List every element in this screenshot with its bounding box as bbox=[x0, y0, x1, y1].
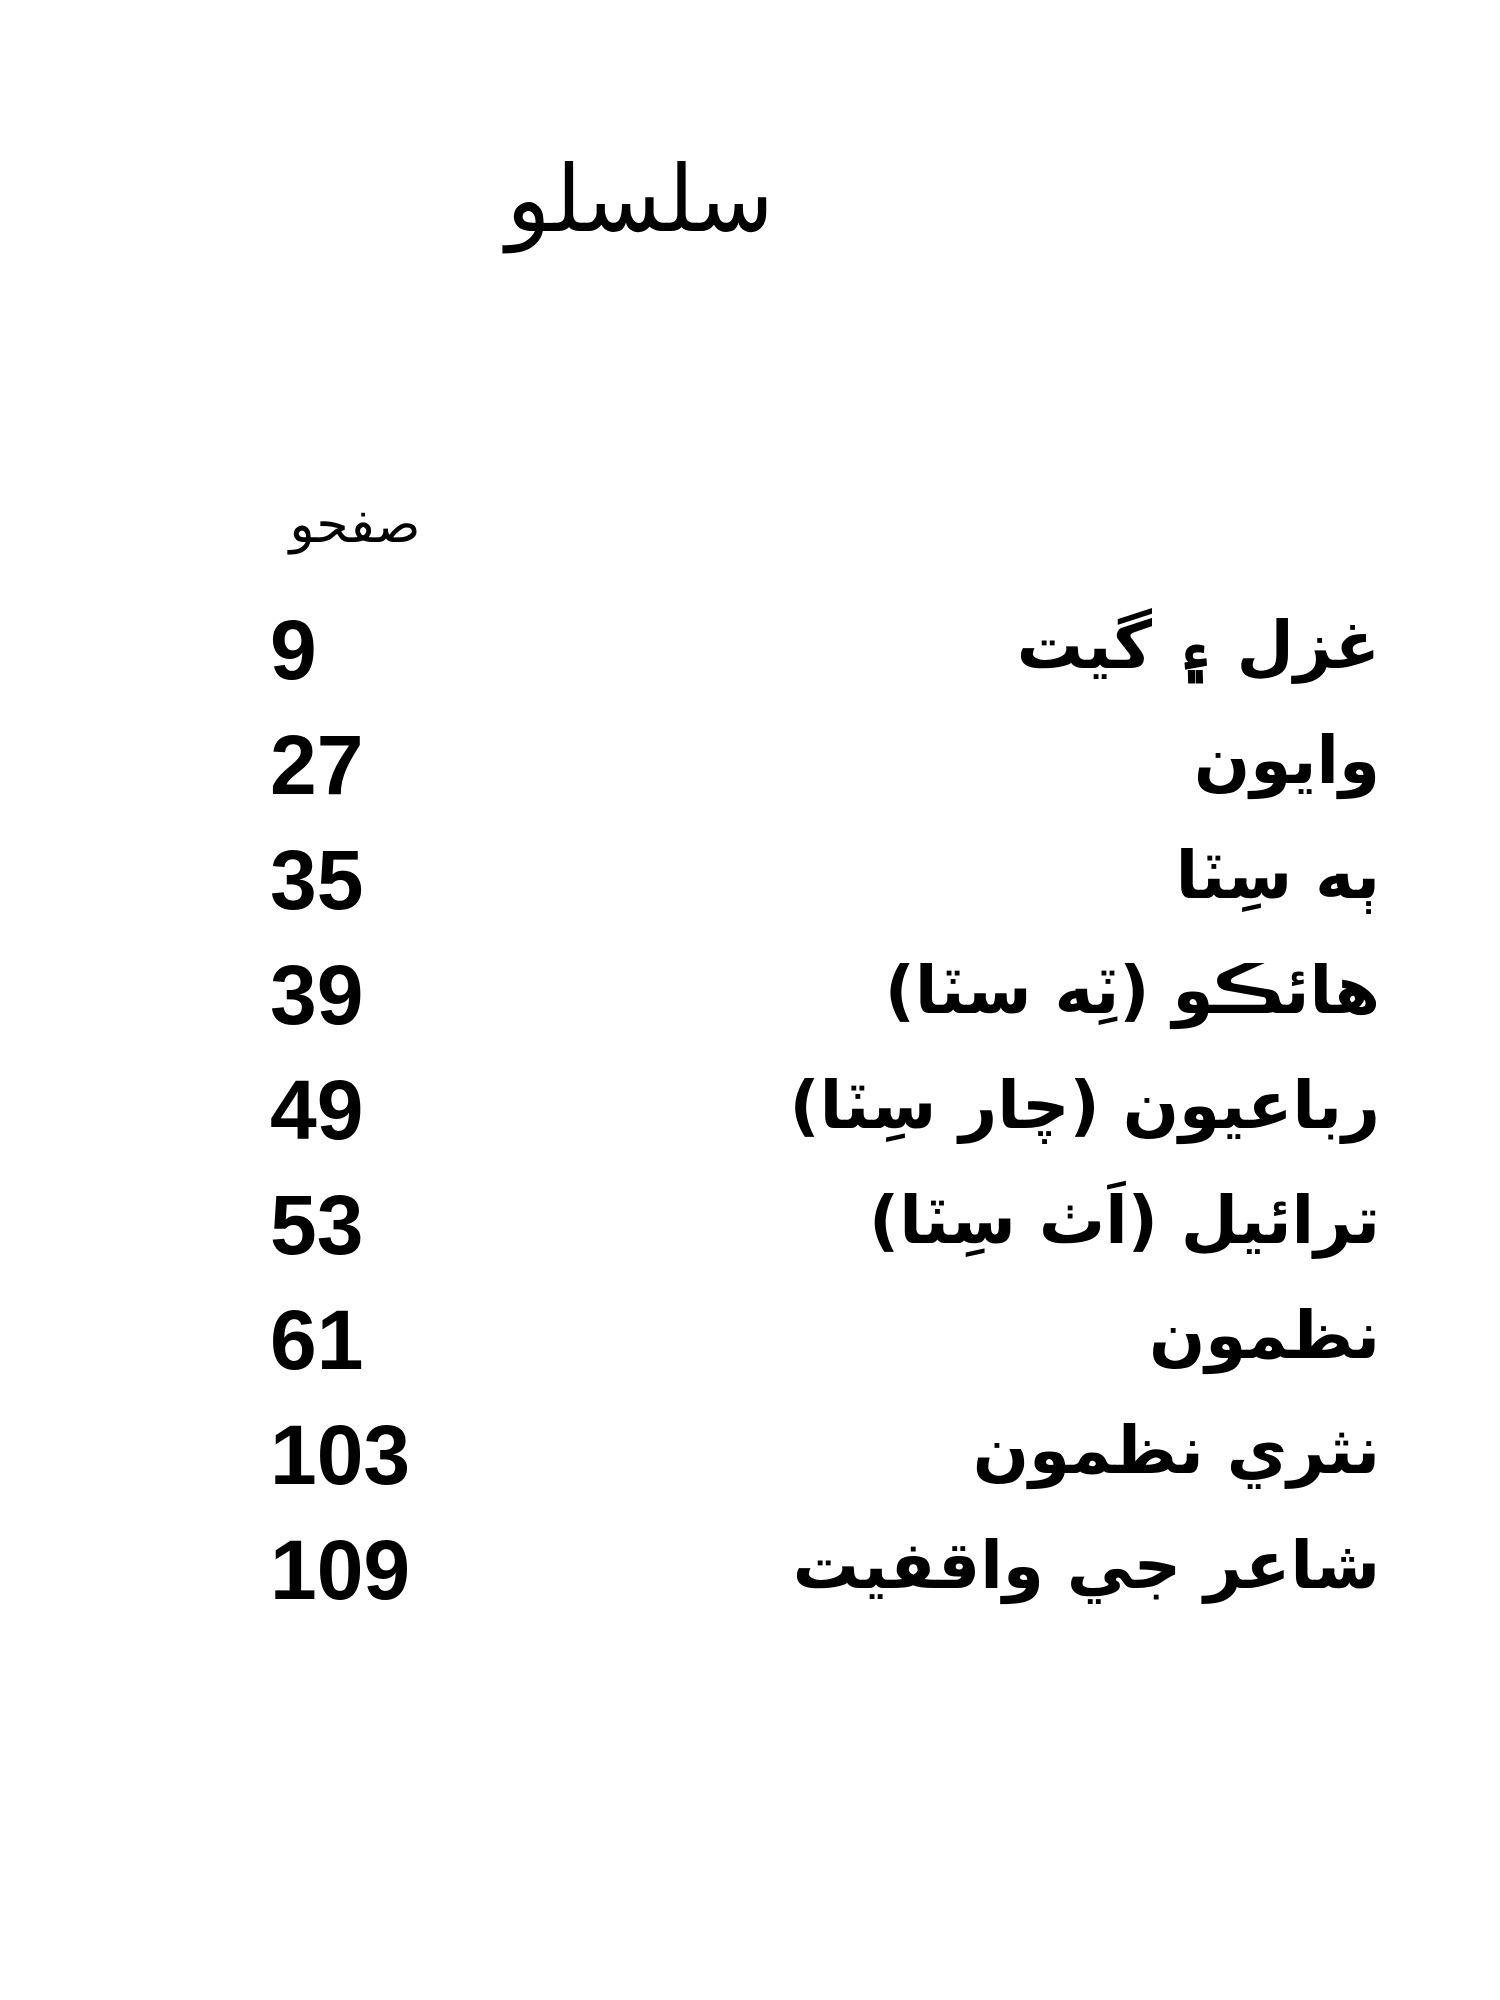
toc-page-number: 9 bbox=[270, 603, 317, 697]
page-number-column-header: صفحو bbox=[289, 495, 421, 555]
toc-entry bbox=[270, 1050, 1380, 1165]
toc-entry-label: وايون bbox=[1193, 722, 1380, 799]
table-of-contents bbox=[270, 590, 1380, 1625]
toc-entry bbox=[270, 705, 1380, 820]
toc-entry-label: شاعر جي واقفيت bbox=[792, 1527, 1380, 1604]
toc-entry bbox=[270, 935, 1380, 1050]
toc-entry bbox=[270, 1395, 1380, 1510]
toc-page-number: 35 bbox=[270, 833, 364, 927]
toc-page-number: 61 bbox=[270, 1293, 364, 1387]
toc-entry-label: نثري نظمون bbox=[972, 1412, 1380, 1489]
toc-entry-label: رباعيون (چار سِٽا) bbox=[789, 1067, 1380, 1144]
toc-entry bbox=[270, 1280, 1380, 1395]
toc-page-number: 109 bbox=[270, 1523, 411, 1617]
toc-entry-label: غزل ۽ گيت bbox=[1016, 607, 1380, 684]
toc-entry bbox=[270, 1165, 1380, 1280]
toc-entry-label: نظمون bbox=[1148, 1297, 1380, 1374]
toc-entry bbox=[270, 820, 1380, 935]
toc-entry-label: ترائيل (اَٺ سِٽا) bbox=[869, 1182, 1380, 1259]
toc-entry-label: ٻه سِٽا bbox=[1175, 837, 1380, 914]
toc-page-number: 27 bbox=[270, 718, 364, 812]
toc-page-number: 49 bbox=[270, 1063, 364, 1157]
toc-entry bbox=[270, 590, 1380, 705]
page-title: سلسلو bbox=[506, 146, 774, 253]
toc-page-number: 53 bbox=[270, 1178, 364, 1272]
toc-page-number: 39 bbox=[270, 948, 364, 1042]
toc-page-number: 103 bbox=[270, 1408, 411, 1502]
toc-entry-label: هائڪو (ٽِه سٽا) bbox=[884, 952, 1380, 1029]
toc-entry bbox=[270, 1510, 1380, 1625]
